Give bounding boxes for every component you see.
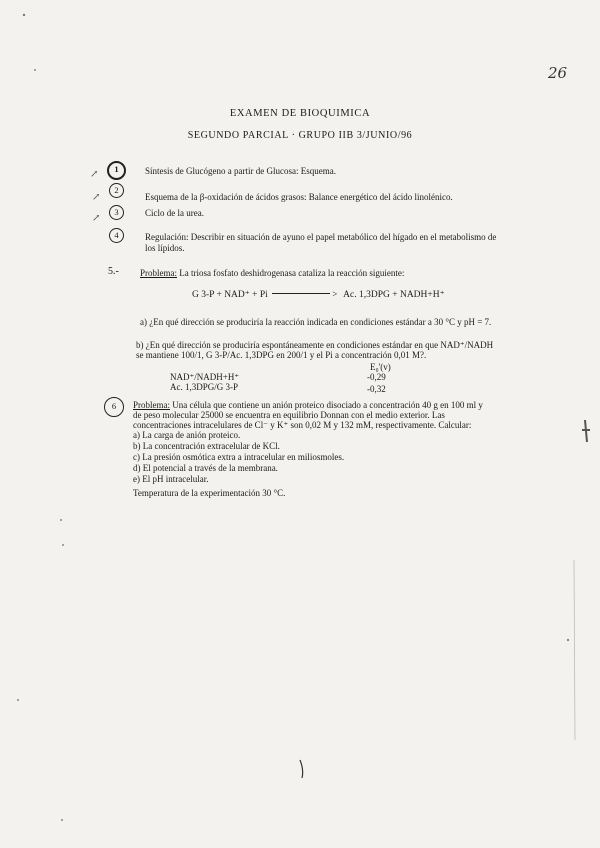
problem-5-label: Problema: [140, 268, 177, 278]
arrow-mark-2: ↗ [92, 192, 101, 203]
question-4-text-line1: Regulación: Describir en situación de ayuno el papel metabólico del hígado en el metabolismo de [145, 232, 497, 242]
problem-6-item-c: c) La presión osmótica extra a intracelular en miliosmoles. [133, 452, 345, 462]
equation-left: G 3-P + NAD⁺ + Pi [192, 290, 268, 300]
question-marker-3: 3 [109, 205, 124, 220]
problem-5-part-a: a) ¿En qué dirección se produciría la reacción indicada en condiciones estándar a 30 °C y pH = 7. [140, 317, 492, 327]
problem-5-part-b-line2: se mantiene 100/1, G 3-P/Ac. 1,3DPG en 200/1 y el Pi a concentración 0,01 M?. [136, 350, 427, 360]
potential-column-header: E₀'(v) [370, 362, 391, 372]
problem-6-line3: concentraciones intracelulares de Cl⁻ y K⁺ son 0,02 M y 132 mM, respectivamente. Calcular: [133, 420, 472, 430]
problem-5-number: 5.- [108, 266, 119, 277]
redox-pair-1-value: -0,29 [367, 372, 386, 382]
problem-6-item-e: e) El pH intracelular. [133, 474, 209, 484]
redox-pair-2-value: -0,32 [367, 384, 386, 394]
equation-right: Ac. 1,3DPG + NADH+H⁺ [343, 290, 445, 300]
question-3-text: Ciclo de la urea. [145, 208, 204, 218]
problem-6-item-a: a) La carga de anión proteico. [133, 430, 241, 440]
problem-6-line2: de peso molecular 25000 se encuentra en equilibrio Donnan con el medio exterior. Las [133, 410, 445, 420]
problem-6-item-d: d) El potencial a través de la membrana. [133, 463, 278, 473]
problem-5-intro-text: La triosa fosfato deshidrogenasa cataliza la reacción siguiente: [179, 268, 405, 278]
question-1-text: Síntesis de Glucógeno a partir de Glucosa: Esquema. [145, 166, 336, 176]
exam-title: EXAMEN DE BIOQUIMICA [229, 108, 371, 119]
arrow-mark-1: ↗ [90, 169, 99, 180]
redox-pair-2-label: Ac. 1,3DPG/G 3-P [170, 382, 239, 392]
exam-subtitle: SEGUNDO PARCIAL · GRUPO IIB 3/JUNIO/96 [187, 130, 413, 141]
question-4-text-line2: los lípidos. [145, 243, 185, 253]
problem-5-part-b-line1: b) ¿En qué dirección se produciría espontáneamente en condiciones estándar en que NAD⁺/NADH [136, 340, 494, 350]
arrow-mark-3: ↗ [92, 213, 101, 224]
question-marker-6: 6 [104, 397, 124, 417]
redox-pair-1-label: NAD⁺/NADH+H⁺ [170, 372, 240, 382]
problem-6-footer: Temperatura de la experimentación 30 °C. [133, 488, 286, 498]
problem-6-line1-text: Una célula que contiene un anión proteico disociado a concentración 40 g en 100 ml y [172, 400, 483, 410]
problem-6-label: Problema: [133, 400, 170, 410]
question-2-text: Esquema de la β-oxidación de ácidos grasos: Balance energético del ácido linolénico. [145, 192, 453, 202]
problem-6-item-b: b) La concentración extracelular de KCl. [133, 441, 280, 451]
question-marker-2: 2 [109, 183, 124, 198]
arrow-head: > [332, 289, 338, 299]
question-marker-4: 4 [109, 228, 124, 243]
page-number-handwritten: 26 [548, 64, 568, 82]
question-marker-1: 1 [107, 161, 126, 180]
